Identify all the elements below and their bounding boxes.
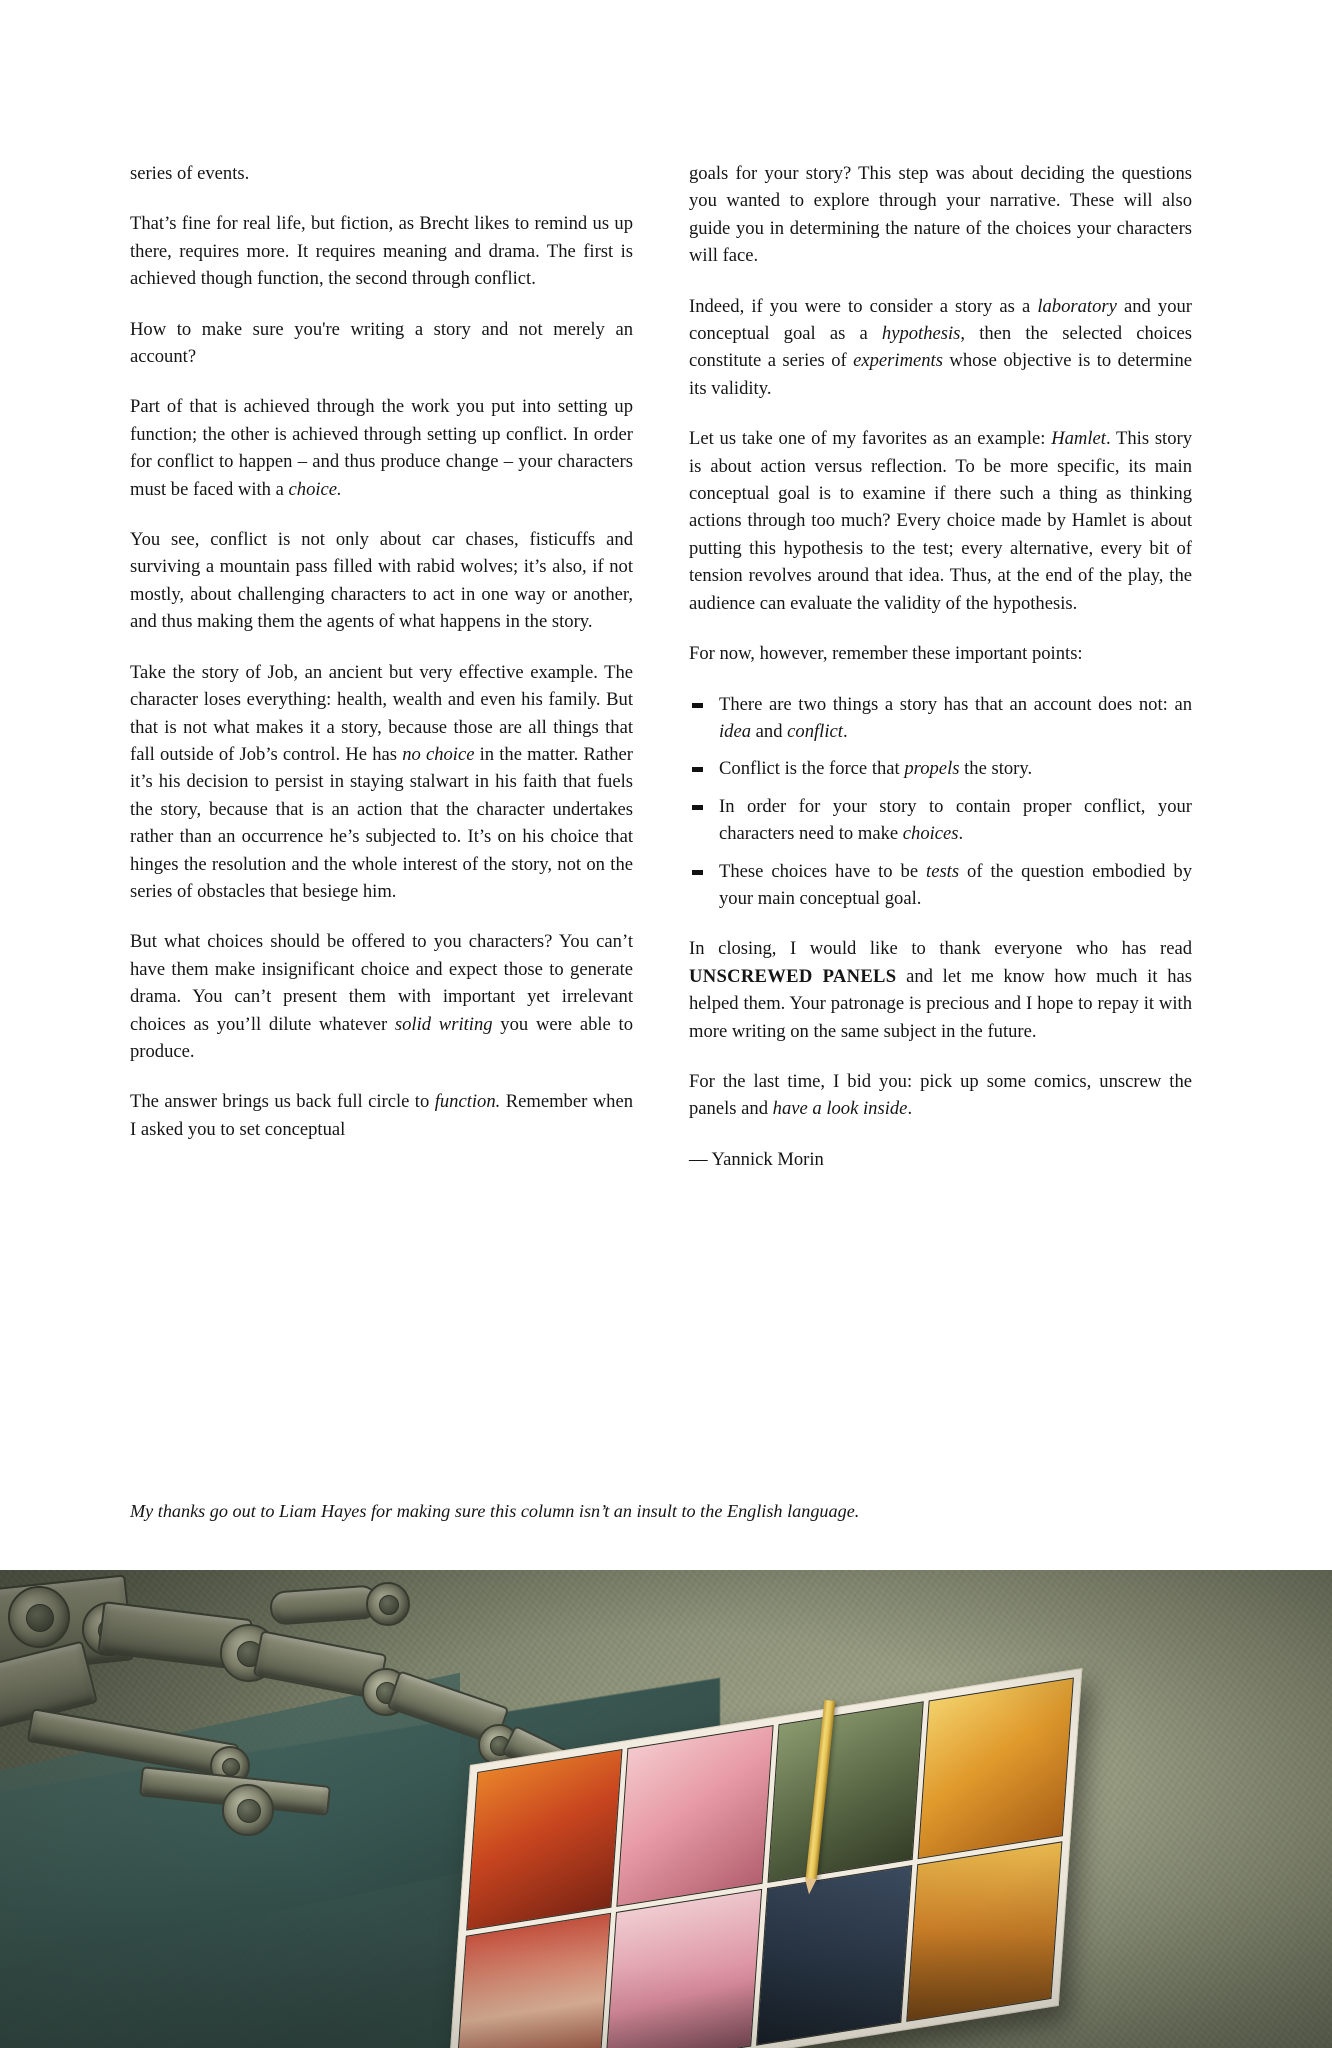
paragraph-final-farewell bbox=[689, 1068, 1192, 1123]
bullet-4-text-a: These choices have to be bbox=[719, 860, 927, 882]
dash-marker-icon bbox=[692, 870, 703, 875]
hamlet-text-a: Let us take one of my favorites as an example: bbox=[689, 428, 1052, 450]
dash-marker-icon bbox=[692, 767, 703, 772]
emphasis-idea: idea bbox=[719, 720, 752, 742]
paragraph-which-choices-text: But what choices should be offered to you characters? You can’t have them make insignificant choice and expect those to generate drama. You can’t present them with important yet irrelevant choices as you’ll dilute whatever bbox=[130, 931, 633, 1035]
paragraph-which-choices-rest: you were able to produce. bbox=[130, 1013, 633, 1062]
paragraph-continued-sentence: series of events. bbox=[130, 163, 250, 184]
bullet-4-text-b: of the question embodied by your main conceptual goal. bbox=[719, 860, 1192, 909]
emphasis-have-a-look-inside: have a look inside bbox=[772, 1098, 908, 1120]
paragraph-story-vs-account: How to make sure you're writing a story and not merely an account? bbox=[130, 318, 633, 368]
closing-text-b: and let me know how much it has helped them. Your patronage is precious and I hope to repay it with more writing on the same subject in the future. bbox=[689, 965, 1192, 1042]
emphasis-laboratory: laboratory bbox=[1037, 295, 1117, 317]
editorial-thanks-note: My thanks go out to Liam Hayes for making sure this column isn’t an insult to the English language. bbox=[130, 1501, 860, 1521]
emphasis-propels: propels bbox=[904, 758, 960, 780]
bullet-1-text-b: and bbox=[751, 720, 788, 742]
paragraph-function-conflict-text: Part of that is achieved through the work you put into setting up function; the other is achieved through setting up conflict. In order for conflict to happen – and thus produce change – your characters must be faced with a bbox=[130, 396, 633, 500]
lab-text-b: and your conceptual goal as a bbox=[689, 295, 1192, 345]
emphasis-hamlet-title: Hamlet bbox=[1051, 428, 1106, 450]
list-item bbox=[689, 858, 1192, 913]
bullet-2-text-b: the story. bbox=[959, 758, 1033, 780]
bottom-illustration bbox=[0, 1570, 1332, 2048]
paragraph-conceptual-goals: goals for your story? This step was about deciding the questions you wanted to explore through your narrative. These will also guide you in determining the nature of the choices your characters will face. bbox=[689, 163, 1192, 267]
emphasis-function: function. bbox=[434, 1091, 501, 1113]
two-column-article-body bbox=[130, 160, 1192, 1173]
lab-text-d: whose objective is to determine its validity. bbox=[689, 350, 1193, 399]
list-item bbox=[689, 691, 1192, 746]
bullet-1-text-a: There are two things a story has that an account does not: an bbox=[719, 693, 1192, 715]
paragraph-closing-thanks bbox=[689, 935, 1192, 1045]
emphasis-solid-writing: solid writing bbox=[394, 1013, 493, 1035]
paragraph-job-story-rest: in the matter. Rather it’s his decision to persist in staying stalwart in his faith that fuels the story, because that is an action that the character undertakes rather than an occurrence he’s subjected to. It’s on his choice that hinges the resolution and the whole interest of the story, not on the series of obstacles that besiege him. bbox=[130, 743, 634, 902]
dash-marker-icon bbox=[692, 805, 703, 810]
right-column bbox=[689, 160, 1192, 1173]
emphasis-no-choice: no choice bbox=[402, 743, 475, 765]
closing-text-a: In closing, I would like to thank everyone who has read bbox=[689, 938, 1192, 960]
paragraph-function-conflict bbox=[130, 393, 633, 503]
hamlet-text-b: . This story is about action versus reflection. To be more specific, its main conceptual goal is to examine if there such a thing as thinking actions through too much? Every choice made by Hamlet is about putting this hypothesis to the test; every alternative, every bit of tension revolves around that idea. Thus, at the end of the play, the audience can evaluate the validity of the hypothesis. bbox=[689, 428, 1193, 614]
emphasis-tests: tests bbox=[926, 860, 960, 882]
dash-marker-icon bbox=[692, 703, 703, 708]
paragraph-which-choices bbox=[130, 928, 633, 1065]
column-title-unscrewed-panels: UNSCREWED PANELS bbox=[689, 965, 897, 987]
emphasis-hypothesis: hypothesis bbox=[881, 323, 961, 345]
emphasis-experiments: experiments bbox=[853, 350, 943, 372]
emphasis-choices: choices bbox=[902, 823, 959, 845]
paragraph-brecht: That’s fine for real life, but fiction, as Brecht likes to remind us up there, requires more. It requires meaning and drama. The first is achieved though function, the second through conflict. bbox=[130, 213, 633, 290]
bullet-3-text-a: In order for your story to contain proper conflict, your characters need to make bbox=[719, 795, 1192, 845]
left-column bbox=[130, 160, 633, 1173]
paragraph-conflict-definition: You see, conflict is not only about car chases, fisticuffs and surviving a mountain pass filled with rabid wolves; it’s also, if not mostly, about challenging characters to act in one way or another, and thus making them the agents of what happens in the story. bbox=[130, 529, 633, 633]
paragraph-job-story bbox=[130, 659, 633, 906]
list-item bbox=[689, 755, 1192, 782]
paragraph-hamlet-example bbox=[689, 425, 1192, 617]
lab-text-c: , then the selected choices constitute a series of bbox=[689, 323, 1192, 372]
important-points-list bbox=[689, 691, 1192, 913]
farewell-text-b: . bbox=[907, 1098, 913, 1120]
paragraph-full-circle bbox=[130, 1088, 633, 1143]
illustration-vignette bbox=[0, 1570, 1332, 2048]
paragraph-full-circle-rest: Remember when I asked you to set conceptual bbox=[130, 1091, 633, 1140]
bullet-1-text-c: . bbox=[842, 720, 848, 742]
emphasis-choice: choice. bbox=[288, 478, 342, 500]
farewell-text-a: For the last time, I bid you: pick up some comics, unscrew the panels and bbox=[689, 1070, 1192, 1120]
emphasis-conflict: conflict bbox=[787, 720, 843, 742]
bullet-3-text-b: . bbox=[958, 823, 964, 845]
lab-text-a: Indeed, if you were to consider a story as a bbox=[689, 295, 1038, 317]
paragraph-important-points-intro: For now, however, remember these important points: bbox=[689, 643, 1083, 665]
author-signature: — Yannick Morin bbox=[689, 1148, 824, 1170]
paragraph-full-circle-text: The answer brings us back full circle to bbox=[130, 1091, 435, 1113]
list-item bbox=[689, 793, 1192, 848]
paragraph-job-story-text: Take the story of Job, an ancient but very effective example. The character loses everything: health, wealth and even his family. But that is not what makes it a story, because those are all things that fall outside of Job’s control. He has bbox=[130, 661, 633, 765]
bullet-2-text-a: Conflict is the force that bbox=[719, 758, 905, 780]
paragraph-laboratory-analogy bbox=[689, 293, 1192, 403]
